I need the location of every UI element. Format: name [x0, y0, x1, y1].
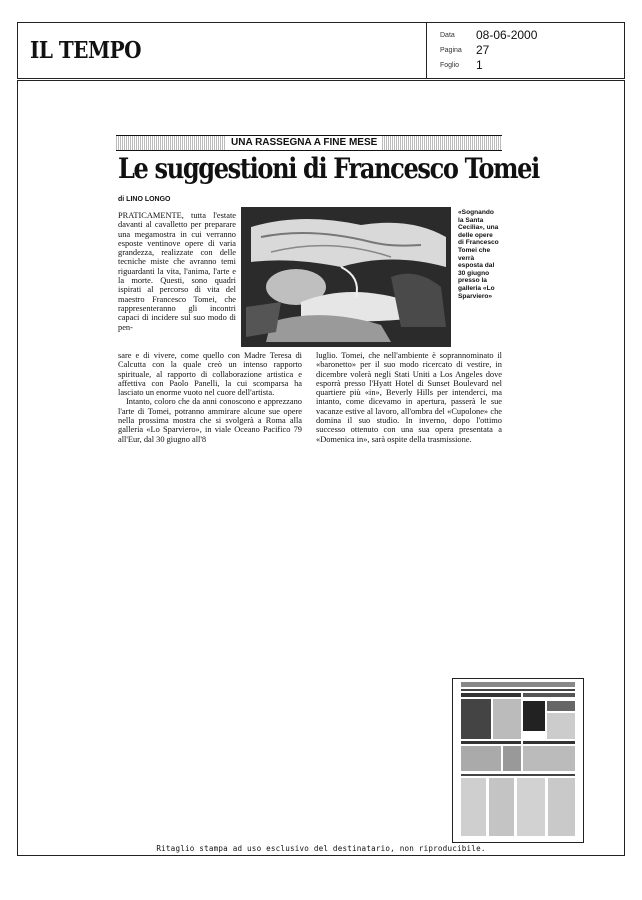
- artwork-image: [241, 207, 451, 347]
- article-column-3: luglio. Tomei, che nell'ambiente è soprannominato il «baronetto» per il suo modo ricercato di vestire, in dicembre volerà negli Stati Uniti a Los Angeles dove esporrà presso l'Hyatt Hotel di Sunset Boulevard nel quartiere più «in», Beverly Hills per intenderci, ma intanto, come dicevamo in apertura, passerà le sue vacanze estive al lavoro, all'ombra del «Cupolone» che domina il suo studio. In inverno, dopo l'ottimo successo ottenuto con una sua opera presentata a «Domenica in», sarà ospite della trasmissione.: [316, 351, 502, 444]
- data-label: Data: [440, 32, 455, 39]
- kicker: UNA RASSEGNA A FINE MESE: [226, 136, 382, 150]
- header-divider: [426, 23, 427, 79]
- paragraph: sare e di vivere, come quello con Madre Teresa di Calcutta con la quale creò un intenso rapporto spirituale, al rapporto di collaborazione artistica e affettiva con Paolo Panelli, la cui scomparsa ha lasciato un enorme vuoto nel cuore dell'artista.: [118, 351, 302, 398]
- headline: Le suggestioni di Francesco Tomei: [118, 152, 539, 185]
- clipping-notice: Ritaglio stampa ad uso esclusivo del destinatario, non riproducibile.: [156, 844, 486, 853]
- article-column-2: [118, 351, 302, 444]
- article-column-1: PRATICAMENTE, tutta l'estate davanti al cavalletto per preparare una megamostra in cui verranno esposte ventinove opere di varia grandezza, realizzate con delle tecniche miste che avranno temi riguardanti la vita, l'anima, l'arte e la morte. Questi, sono quadri ispirati al percorso di vita del maestro Francesco Tomei, che rappresenteranno gli incontri capaci di incidere sul suo modo di pen-: [118, 211, 236, 332]
- photo-caption: «Sognando la Santa Cecilia», una delle opere di Francesco Tomei che verrà esposta dal 30 giugno presso la galleria «Lo Sparviero»: [458, 209, 499, 300]
- page-thumbnail-image: [453, 679, 583, 842]
- foglio-label: Foglio: [440, 62, 460, 69]
- pagina-label: Pagina: [440, 47, 462, 54]
- byline: di LINO LONGO: [118, 196, 171, 203]
- masthead-logo: IL TEMPO: [30, 36, 142, 64]
- pagina-value: 27: [476, 43, 490, 57]
- header-box: [17, 22, 625, 79]
- foglio-value: 1: [476, 58, 483, 72]
- page-thumbnail: [452, 678, 584, 843]
- article: [116, 135, 539, 485]
- artwork-photo: [241, 207, 451, 347]
- paragraph: Intanto, coloro che da anni conoscono e apprezzano l'arte di Tomei, potranno ammirare alcune sue opere nella prossima mostra che si svolgerà a Roma alla galleria «Lo Sparviero», in viale Oceano Pacifico 79 all'Eur, dal 30 giugno all'8: [118, 397, 302, 444]
- data-value: 08-06-2000: [476, 28, 538, 42]
- kicker-bar: [116, 135, 502, 151]
